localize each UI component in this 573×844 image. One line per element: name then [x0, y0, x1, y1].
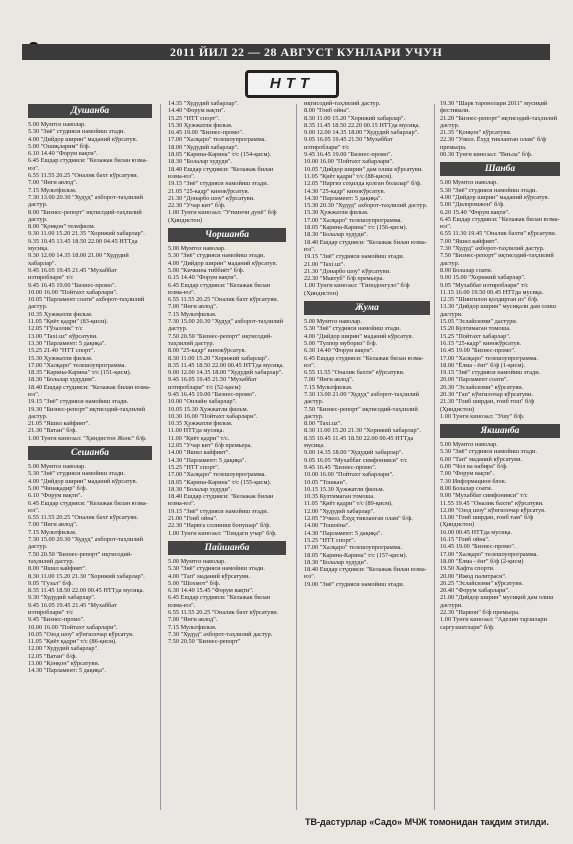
program-entry: 5.30 "Зиё" студияси намойиш этади. — [440, 186, 537, 194]
program-entry: 5.30 "Зиё" студияси намойиш этади. — [28, 470, 125, 478]
program-entry: 6.55 11.55 20.25 "Оналик бахт кўрсатуви. — [28, 172, 139, 180]
program-entry: 6.45 Ешдар студияси: "Келажак билан юзма-юз". — [168, 594, 271, 609]
program-entry: 15.25 "НТТ спорт". — [168, 463, 220, 471]
program-entry: 22.30 "Нарвга солиниш бонушар" б/ф. — [168, 522, 271, 530]
program-entry: 17.00 "Халқаро" телешоупрограмма. — [168, 136, 267, 144]
program-entry: 14.30 "Парламент: 5 дақиқа". — [168, 456, 247, 464]
program-entry: 9.45 "Бизнес-промо". — [28, 616, 85, 624]
program-entry: 5.00 Мумтоз наволар. — [440, 441, 498, 449]
program-entry: 14.00 "Тошоёна". — [304, 522, 350, 530]
program-entry: 6.30 14.40 "Форум вақти". — [304, 347, 374, 355]
program-entry: 11.15 16.00 19.50 00.45 НТТда мусиқа. — [440, 288, 544, 296]
program-entry: 9.05 16.05 "Мухаббат симфонияси" т/с — [304, 456, 408, 464]
program-entry: 12.00 "Худудий хабарлар". — [304, 507, 375, 515]
program-entry: 10.35 Култимаган томоша. — [304, 493, 375, 501]
program-entry: 10.00 16.00 "Пойтахт хабарлари". — [28, 288, 118, 296]
program-entry: 12.35 "Шингилон қолдирган из" б/ф. — [440, 296, 539, 304]
program-entry: 7.50 20.50 "Бизнес-репорт" иқтисодий-таҳлилий дастур. — [28, 550, 133, 565]
program-entry: 21.30 "Ватан" б/ф. — [28, 427, 77, 435]
program-entry: 9.05 16.05 19.45 21.50 "Мухаббат изтироблари" т/с — [304, 136, 393, 151]
program-entry: 7.30 15.00 20.30 "Худуд" ахборот-таҳлилий дастур. — [168, 318, 283, 333]
program-entry: 21.05 "Яшил кайфият". — [28, 420, 90, 428]
program-entry: 6.15 14.40 "Форум вақти". — [168, 274, 238, 282]
program-entry: 12.05 "Учкол. Ёхуд тикланган олам" б/ф. — [304, 515, 413, 523]
program-entry: 12.00 "Худудий хабарлар". — [28, 645, 99, 653]
program-entry: 10.05 15.30 Ҳужжатли фильм. — [168, 405, 249, 413]
program-entry: 6.55 11.55 20.25 "Оналик бахт кўрсатуви. — [168, 296, 279, 304]
program-entry: 22.30 "Мактуб" б/ф премьера. — [304, 275, 384, 283]
program-entry: 5.00 "Тулпор мубориз" б/ф. — [304, 339, 378, 347]
program-entry: 19.30 "Шарк таронолари 2011" мусиқий фестивали. — [440, 100, 548, 115]
program-entry: 11.05 "Қиёт қадри" т/с (88-қисм). — [304, 172, 393, 180]
program-entry: 18.40 Ешдар студияси: "Келажак билан юзма-юз". — [168, 165, 274, 180]
program-entry: 16.15 "Гоиб ойна". — [440, 536, 490, 544]
program-entry: 18.00 "Ёлма - ёнг" б/ф (1-қисм). — [440, 361, 526, 369]
program-entry: 10.15 15.30 Ҳужжатли фильм. — [304, 485, 385, 493]
program-entry: 18.05 "Карина-Карина" т/с (154-қисм). — [168, 151, 272, 159]
program-entry: 9.45 16.45 19.00 "Бизнес-промо". — [304, 151, 393, 159]
program-entry: 7.15 Мультфильм. — [28, 186, 77, 194]
program-entry: 9.45 16.45 19.00 "Бизнес-промо". — [28, 281, 117, 289]
program-entry: 17.00 "Халқаро" телешоупрограмма. — [304, 544, 403, 552]
program-entry: 5.00 Мумтоз наволар. — [440, 179, 498, 187]
program-entry: 7.30 15.00 20.30 "Худуд" ахборот-таҳлилий дастур. — [28, 536, 143, 551]
program-entry: 6.10 14.40 "Форум вақти". — [28, 150, 98, 158]
program-entry: 20.40 "Форум хабарлари". — [440, 587, 510, 595]
program-entry: 8.35 11.45 18.50 22.00 00.45 НТТда мусиқа. — [168, 361, 284, 369]
program-entry: 13.00 "Қонқон" кўрсатуви. — [28, 660, 100, 668]
program-entry: 5.00 "Чинақадир" б/ф. — [28, 484, 88, 492]
program-entry: 18.30 "Болалар худуди". — [168, 485, 232, 493]
program-entry: 13.00 "Taxi.uz" кўрсатуви. — [28, 332, 98, 340]
program-entry: 18.40 Ешдар студияси: "Келажак билан юзма-юз". — [168, 493, 274, 508]
program-entry: 10.30 16.00 "Пойтахт хабарлари". — [168, 412, 258, 420]
program-entry: 18.00 "Худудий хабарлар". — [168, 143, 239, 151]
program-entry: 9.45 16.05 19.45 21.50 "Мухаббат изтироблари" т/с (52-қисм) — [168, 376, 257, 391]
program-entry: 1.00 Тунги киноэал: "Гиподонгуло" б/ф (Ҳиндистон) — [304, 282, 410, 297]
program-entry: 9.00 14.35 18.00 "Худудий хабарлар". — [304, 449, 404, 457]
program-entry: 8.35 10.45 11.45 18.50 22.00 00.45 НТТда мусиқа. — [304, 434, 414, 450]
program-entry: 21.30 "Гоиб ширдан, ғоиб тош" б/ф (Ҳиндистон) — [440, 398, 535, 413]
program-entry: 10.00 16.00 "Пойтахт хабарлари". — [28, 623, 118, 631]
program-entry: 1.00 Тунги киноэал: "Ҳиндистон Жонс" б/ф. — [28, 434, 147, 442]
program-entry: 14.40 "Форум вақти". — [168, 107, 226, 115]
column-divider — [296, 104, 297, 810]
program-entry: 9.05 "Мухаббат изтироблари" т/с — [440, 281, 529, 289]
program-entry: 5.00 "Дилоромжон" б/ф. — [440, 201, 505, 209]
program-entry: 5.00 "Шохмот" б/ф. — [168, 579, 221, 587]
program-entry: 4.00 "Дийдор ширин" маданий кўрсатув. — [28, 477, 138, 485]
program-entry: 22.30 "Нарвон" б/ф премьера. — [440, 609, 520, 616]
program-entry: 20.00 "Ижод палитраси". — [440, 572, 507, 580]
program-entry: 10.05 "Дийдор ширин" дам олиш кўрсатуви. — [304, 165, 423, 173]
program-entry: 18.30 "Болалар худуди". — [304, 558, 368, 566]
program-entry: 15.25 "НТТ спорт". — [304, 536, 356, 544]
program-entry: 18.40 Ешдар студияси: "Келажак билан юзма-юз". — [28, 383, 151, 398]
day-header: Сешанба — [28, 446, 152, 460]
program-entry: 15.30 Ҳужжатли фильм. — [304, 209, 369, 217]
program-entry: 7.00 "Янги авлод". — [28, 179, 78, 187]
program-entry: 11.05 "Қиёт қадри" т/с (89-қисм). — [304, 500, 393, 508]
program-entry: 15.25 "НТТ спорт". — [168, 114, 220, 122]
program-entry: 18.30 "Болалар худудим". — [28, 376, 96, 384]
program-entry: 17.00 "Халқаро" телешоупрограмма. — [304, 216, 403, 224]
program-entry: 15.05 "Эслайсизми" дастури. — [440, 318, 518, 326]
program-entry: 6.10 "Форум вақти". — [28, 492, 82, 500]
program-entry: 14.30 "Парламент: 5 дақиқа". — [304, 194, 383, 202]
program-entry: 8.35 11.45 18.50 22.20 00.15 НТТда мусиқа. — [304, 121, 420, 129]
program-entry: 20.30 "Эслайсизми" кўрсатуви. — [440, 383, 524, 391]
program-entry: 7.30 "Худуд" ахборот-таҳлилий дастур. — [440, 245, 545, 253]
program-entry: 5.00 Мумтоз наволар. — [28, 463, 86, 471]
program-entry: 6.45 Ешдар студияси: "Келажак билан юзма-юз". — [440, 215, 560, 231]
program-entry: 21.30 "Донарбо шоу" кўрсатуви. — [304, 267, 391, 275]
program-entry: 4.00 "Дийдор ширин" маданий кўрсатув. — [168, 259, 278, 267]
program-entry: 9.00 "Мухаббат симфонияси" т/с — [440, 492, 528, 500]
program-entry: 7.30 "Худуд" ахборот-таҳлилий дастур. — [168, 630, 273, 638]
column-divider — [160, 104, 161, 810]
program-entry: 20.00 "Парламент соати". — [440, 376, 508, 384]
program-entry: 19.50 Хафта спорти. — [440, 565, 495, 573]
program-entry: 11.55 19.45 "Оналик бахти" кўрсатуви. — [440, 499, 544, 507]
program-entry: 14.30 "Парламент: 5 дақиқа". — [28, 667, 107, 675]
program-entry: 6.20 15.40 "Форум вақти". — [440, 208, 510, 216]
program-entry: 6.00 "Чол ва набира" б/ф. — [440, 463, 508, 471]
program-entry: 7.50 "Бизнес-репорт" иқтисодий-таҳлилий дастур. — [440, 252, 554, 267]
program-entry: 8.30 11.00 15.20 "Хорижий хабарлар". — [304, 114, 406, 122]
program-entry: 4.00 "Дийдор ширин" маданий кўрсатув. — [28, 135, 138, 143]
footer-note: ТВ-дастурлар «Садо» МЧЖ томонидан тақдим этилди. — [305, 817, 549, 827]
program-entry: 22.30 "Узкол. Ёхуд тикланган олам" б/ф премьера. — [440, 136, 547, 151]
program-entry: 9.45 16.45 "Бизнес-промо". — [304, 463, 377, 471]
program-entry: 8.35 11.45 18.50 22.00 00.45 НТТда мусиқа. — [28, 587, 144, 595]
program-entry: 10.00 "Онлайн хабарлар". — [168, 398, 237, 406]
schedule-column-4 — [440, 100, 560, 631]
program-entry: 18.05 "Карина-Карина" т/с (156-қисм). — [304, 224, 408, 232]
program-entry: иқтисодий-таҳлилий дастур. — [304, 100, 381, 107]
program-entry: 13.30 "Парламент: 5 дақиқа". — [28, 339, 107, 347]
program-entry: 14.35 "Худудий хабарлар". — [168, 100, 239, 107]
program-entry: 16.15 "25-кадр" кинокўрсатув. — [440, 339, 522, 347]
program-entry: 19.15 "Зиё" студияси намойиш этади. — [168, 507, 269, 515]
program-entry: 8.00 "Қонқон" телефилм. — [28, 223, 96, 231]
program-entry: 19.15 "Зиё" студияси намойиш этади. — [168, 180, 269, 188]
program-entry: 15.20 Култимаган томоша. — [440, 325, 511, 333]
program-entry: 16.00 00.45 НТТда мусиқа. — [440, 528, 513, 536]
program-entry: 7.00 "Янги авлод". — [304, 376, 354, 384]
program-entry: 7.00 "Янги авлод". — [168, 303, 218, 311]
program-entry: 9.45 16.45 19.00 "Бизнес-промо". — [168, 390, 257, 398]
program-entry: 15.25 21.40 "НТТ спорт". — [28, 347, 96, 355]
day-header: Чоршанба — [168, 228, 286, 242]
program-entry: 19.30 "Бизнес-репорт" иқтисодий-таҳлилий дастур. — [28, 405, 145, 420]
schedule-column-2 — [168, 100, 286, 645]
program-entry: 5.00 "Ошиқларим" б/ф. — [28, 142, 91, 150]
program-entry: 14.30 "25-кадр" кинокўрсатув. — [304, 187, 386, 195]
program-entry: 21.00 "Taxi.uz". — [304, 260, 346, 268]
program-entry: 5.00 Мумтоз наволар. — [168, 557, 226, 565]
program-entry: 9.30 12.00 14.35 18.00 21.00 "Худудий хабарлар". — [28, 252, 129, 267]
program-entry: 11.05 "Қиёт қадри" (83-қисм). — [28, 318, 108, 326]
program-entry: 13.30 "Дийдор ширин" мусиқали дам олиш дастури. — [440, 303, 556, 318]
program-entry: 9.00 12.00 14.35 18.00 "Худудий хабарлар". — [168, 369, 283, 377]
program-entry: 12.05 "Гўзаллик" т/с — [28, 325, 83, 333]
day-header: Душанба — [28, 104, 152, 118]
program-entry: 14.30 "Парламент: 5 дақиқа". — [304, 529, 383, 537]
program-entry: 7.15 Мультфильм. — [28, 528, 77, 536]
program-entry: 5.00 "Кичкина тиббиёт" б/ф. — [168, 266, 245, 274]
program-entry: 18.40 Ешдар студияси: "Келажак билан юзма-юз". — [304, 238, 427, 253]
program-entry: 19.00 "Зиё" студияси намойиш этади. — [304, 580, 405, 588]
program-entry: 5.00 Мумтоз наволар. — [28, 121, 86, 128]
program-entry: 10.05 "Озод шоу" кўнгилочар кўрсатув. — [28, 630, 134, 638]
program-entry: 8.00 "25-кадр" кинокўрсатув. — [168, 347, 246, 355]
program-entry: 8.00 Болалар соати. — [440, 484, 493, 492]
channel-logo: НТТ — [245, 70, 339, 98]
program-entry: 9.35 10.45 13.45 18.50 22.00 04.45 НТТда мусиқа. — [28, 237, 138, 253]
program-entry: 11.05 "Қиёт қадри" т/с (86-қисм). — [28, 638, 117, 646]
program-entry: 5.30 "Зиё" студияси намойиш этади. — [168, 252, 265, 260]
program-entry: 11.00 "Қиёт қадри" т/с. — [168, 434, 230, 442]
program-entry: 18.30 "Болалар худуди". — [168, 158, 232, 166]
program-entry: 6.45 Ешдар студияси: "Келажак билан юзма-юз". — [168, 281, 271, 296]
program-entry: 20.30 "Гап" кўнгилочар кўрсатуви. — [440, 390, 533, 398]
program-entry: 10.35 Ҳужжатли фильм. — [168, 420, 233, 428]
program-entry: 6.55 11.55 20.25 "Оналик бахт кўрсатуви. — [28, 514, 139, 522]
day-header: Шанба — [440, 162, 560, 176]
program-entry: 1.00 Тунги киноэал: "Ушу" б/ф. — [440, 412, 525, 420]
program-entry: 18.30 "Болалар худуди". — [304, 231, 368, 239]
program-entry: 18.05 "Карина-Карина" т/с (157-қисм). — [304, 551, 408, 559]
schedule-column-1 — [28, 100, 152, 675]
program-entry: 16.45 19.00 "Бизнес-промо". — [168, 129, 244, 137]
schedule-column-3 — [304, 100, 430, 588]
program-entry: 8.00 Болалар соати. — [440, 266, 493, 274]
program-entry: 1.00 Тунги киноэал: "Уткинчи дунё" б/ф (Ҳиндистон) — [168, 209, 277, 224]
program-entry: 14.00 "Яшил кайфият". — [168, 449, 230, 457]
program-entry: 21.00 "Гоиб ойна". — [168, 515, 218, 523]
program-entry: 16.45 19.00 "Бизнес-промо". — [440, 347, 516, 355]
program-entry: 6.45 Ешдар студияси: "Келажак билан юзма-юз". — [304, 354, 424, 369]
program-entry: 17.00 "Халқаро" телешоупрограмма. — [28, 361, 127, 369]
program-entry: 6.00 "Тап" маданий кўрсатуви. — [440, 455, 523, 463]
program-entry: 10.00 16.00 "Пойтахт хабарлари". — [304, 471, 394, 479]
program-entry: 00.30 Тунги киноэал: "Виъла" б/ф. — [440, 151, 533, 159]
program-entry: 8.00 "Бизнес-репорт" иқтисодий-таҳлилий дастур. — [28, 208, 142, 223]
program-entry: 6.55 11.55 20.25 "Оналик бахт кўрсатуви. — [168, 609, 279, 616]
program-entry: 1.00 Тунги киноэал: "Томдаги учар" б/ф. — [168, 529, 277, 537]
program-entry: 9.00 15.00 "Хорижий хабарлар". — [440, 274, 526, 282]
program-entry: 5.30 "Зиё" студияси намойиш этади. — [304, 325, 401, 333]
program-entry: 8.30 11.00 15.20 21.30 "Хорижий хабарлар". — [304, 427, 421, 435]
program-entry: 21.35 "Қонқон" кўрсатуви. — [440, 129, 512, 137]
program-entry: 17.00 "Халқаро" телешоупрограмма. — [440, 550, 539, 558]
date-title: 2011 ЙИЛ 22 — 28 АВГУСТ КУНЛАРИ УЧУН — [170, 45, 443, 59]
program-entry: 17.00 "Халқаро" телешоупрограмма. — [440, 354, 539, 362]
program-entry: 8.00 "Taxi.uz". — [304, 420, 342, 428]
program-entry: 18.40 Ешдар студияси: "Келажак билан юзма-юз". — [304, 566, 427, 581]
program-entry: 4.00 "Тап" маданий кўрсатуви. — [168, 572, 251, 580]
program-entry: 9.30 11.00 15.20 21.35 "Хорижий хабарлар". — [28, 230, 145, 238]
program-entry: 7.30 Информацион блок. — [440, 477, 507, 485]
program-entry: 7.50 20.50 "Бизнес-репорт" иқтисодий-таҳлилий дастур. — [168, 332, 273, 347]
program-entry: 7.00 "Янги авлод". — [168, 616, 218, 624]
program-entry: 21.20 "Бизнес-репорт" иқтисодий-таҳлилий дастур. — [440, 114, 557, 129]
program-entry: 10.05 "Парламент соати" ахборот-таҳлилий дастур. — [28, 296, 145, 311]
day-header: Якшанба — [440, 424, 560, 438]
program-entry: 1.00 Тунги киноэал: "Аделин тарзилари саргузаштлари" б/ф. — [440, 616, 547, 631]
program-entry: 12.00 "Озод шоу" кўнгилочар кўрсатув. — [440, 506, 546, 514]
program-entry: 7.15 Мультфильм. — [304, 383, 353, 391]
program-entry: 7.50 20.50 "Бизнес-репорт" — [168, 638, 241, 646]
program-entry: 6.30 14.40 15.45 "Форум вақти". — [168, 587, 254, 595]
program-entry: 8.30 11.00 15.20 "Хорижий хабарлар". — [168, 354, 270, 362]
program-entry: 7.15 Мультфильм. — [168, 623, 217, 631]
program-entry: 7.00 "Яшил кайфият". — [440, 237, 499, 245]
program-entry: 19.15 "Зиё" студияси намойиш этади. — [440, 369, 541, 377]
program-entry: 9.00 12.00 14.35 18.00 "Худудий хабарлар". — [304, 129, 419, 137]
program-entry: 15.30 Ҳужжатли фильм. — [28, 354, 93, 362]
program-entry: 9.45 16.05 19.45 21.45 "Мухаббат изтироблари" т/с — [28, 266, 117, 282]
program-entry: 10.00 16.00 "Пойтахт хабарлари". — [304, 158, 394, 166]
program-entry: 15.25 "Пойтахт хабарлар". — [440, 332, 511, 340]
program-entry: 21.00 "Дийдор ширин" мусиқий дам олиш дастури. — [440, 594, 554, 609]
program-entry: 18.00 "Ёлма - ёнг" б/ф (2-қисм) — [440, 557, 524, 565]
program-entry: 8.30 11.00 15.20 21.30 "Хорижий хабарлар". — [28, 572, 145, 580]
program-entry: 8.00 "Гоиб ойна". — [304, 107, 351, 115]
program-entry: 20.25 "Эслайсизми" кўрсатуви. — [440, 579, 524, 587]
program-entry: 7.30 13.00 21.00 "Худуд" ахборот-таҳлилий дастур. — [304, 390, 419, 406]
program-entry: 6.55 11.55 "Оналик бахти" кўрсатуви. — [304, 369, 405, 377]
program-entry: 6.55 11.30 19.45 "Оналик бахти" кўрсатуви. — [440, 230, 557, 238]
column-divider — [434, 104, 435, 810]
program-entry: 4.00 "Дийдор ширин" маданий кўрсатув. — [304, 332, 414, 340]
program-entry: 4.00 "Дийдор ширин" маданий кўрсатув. — [440, 193, 550, 201]
program-entry: 10.35 Ҳужжатли фильм. — [28, 310, 93, 318]
program-entry: 12.05 "Учар кит" б/ф премьера. — [168, 442, 252, 450]
program-entry: 15.30 20.30 "Худуд" ахборот-таҳлилий дастур. — [304, 202, 428, 210]
program-entry: 19.15 "Зиё" студияси намойиш этади. — [304, 253, 405, 261]
program-entry: 18.35 "Карина-Карина" т/с (151-қисм). — [28, 369, 132, 377]
program-entry: 7.50 "Бизнес-репорт" иқтисодий-таҳлилий дастур. — [304, 405, 418, 420]
program-entry: 13.00 "Гоиб ширдан, ғоиб там" б/ф (Ҳиндистон) — [440, 514, 534, 529]
program-entry: 7.00 "Форум вақти". — [440, 470, 494, 478]
program-entry: 8.00 "Яшил кайфият". — [28, 565, 87, 573]
program-entry: 10.05 "Тошкан". — [304, 478, 347, 486]
program-entry: 5.00 Мумтоз наволар. — [168, 245, 226, 253]
program-entry: 5.30 "Зиё" студияси намойиш этади. — [168, 565, 265, 573]
program-entry: 5.30 "Зиё" студияси намойиш этади. — [28, 128, 125, 136]
program-entry: 11.00 НТТда мусиқа. — [168, 427, 225, 435]
program-entry: 16.45 19.00 "Бизнес-промо". — [440, 543, 516, 551]
program-entry: 12.05 "Наргиз соҳилда қолган болалар" б/ф. — [304, 180, 422, 188]
program-entry: 12.05 "Ватан" б/ф. — [28, 652, 77, 660]
program-entry: 9.05 "Гузал" б/ф. — [28, 579, 73, 587]
program-entry: 19.15 "Зиё" студияси намойиш этади. — [28, 398, 129, 406]
program-entry: 7.30 13.00 20.30 "Худуд" ахборот-таҳлилий дастур. — [28, 193, 143, 209]
day-header: Жума — [304, 301, 430, 315]
program-entry: 21.05 "25-кадр" кинокўрсатув. — [168, 187, 250, 195]
program-entry: 15.30 Ҳужжатли фильм. — [168, 121, 233, 129]
program-entry: 7.00 "Янги авлод". — [28, 521, 78, 529]
program-entry: 6.45 Ешдар студияси: "Келажак билан юзма-юз". — [28, 157, 148, 172]
program-entry: 5.00 Мумтоз наволар. — [304, 318, 362, 326]
program-entry: 7.15 Мультфильм. — [168, 310, 217, 318]
program-entry: 21.30 "Донарбо шоу" кўрсатуви. — [168, 194, 255, 202]
program-entry: 9.45 16.05 19.45 21.45 "Мухаббат изтироблари" т/с — [28, 601, 117, 616]
program-entry: 18.05 "Карина-Карина" т/с (155-қисм). — [168, 478, 272, 486]
program-entry: 9.30 "Худудий хабарлар". — [28, 594, 96, 602]
program-entry: 17.00 "Халқаро" телешоупрограмма. — [168, 471, 267, 479]
program-entry: 22.30 "Учар кит" б/ф. — [168, 202, 226, 210]
program-entry: 5.30 "Зиё" студияси намойиш этади. — [440, 448, 537, 456]
program-entry: 6.45 Ешдар студияси: "Келажак билан юзма-юз". — [28, 499, 148, 514]
day-header: Пайшанба — [168, 541, 286, 555]
